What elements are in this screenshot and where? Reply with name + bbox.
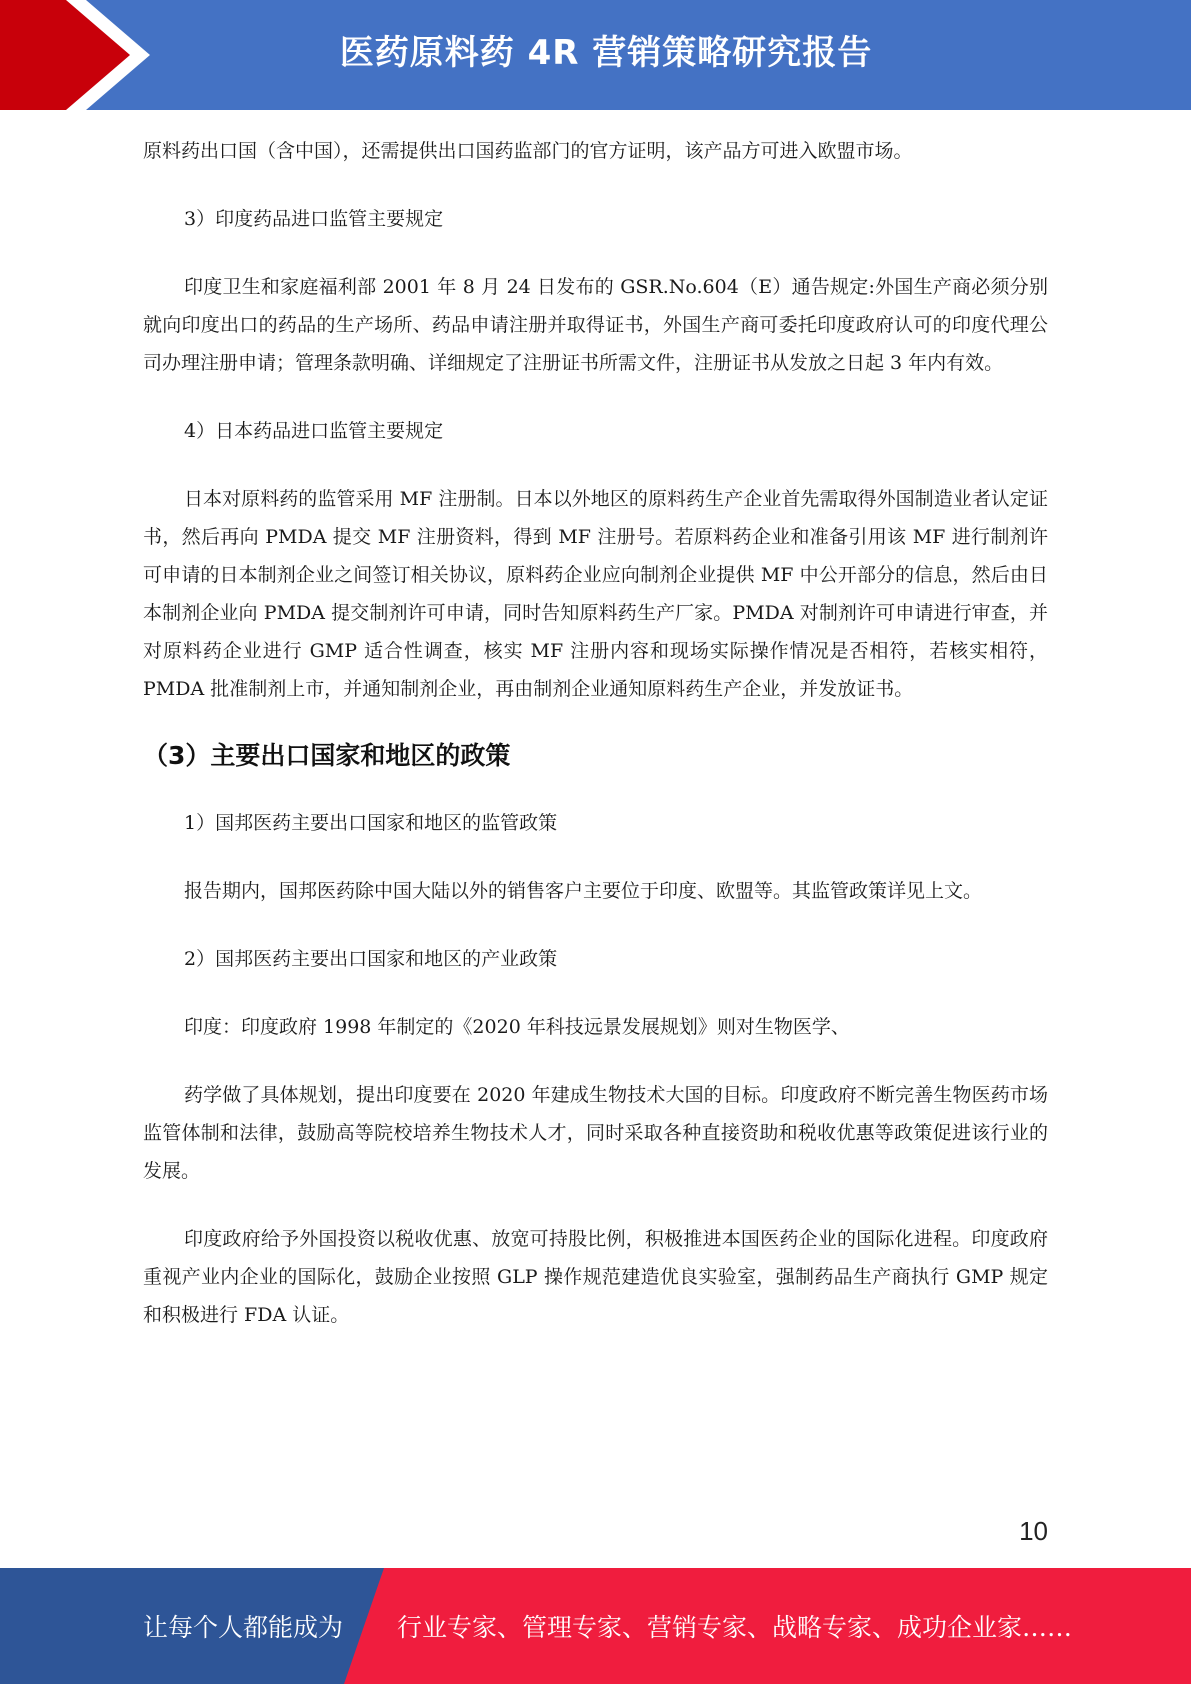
paragraph: 日本对原料药的监管采用 MF 注册制。日本以外地区的原料药生产企业首先需取得外国制造业者认定证书，然后再向 PMDA 提交 MF 注册资料，得到 MF 注册号。若原料药企业和准备引用该 MF 进行制剂许可申请的日本制剂企业之间签订相关协议，原料药企业应向制剂企业提供 MF 中公开部分的信息，然后由日本制剂企业向 PMDA 提交制剂许可申请，同时告知原料药生产厂家。PMDA 对制剂许可申请进行审查，并对原料药企业进行 GMP 适合性调查，核实 MF 注册内容和现场实际操作情况是否相符，若核实相符，PMDA 批准制剂上市，并通知制剂企业，再由制剂企业通知原料药生产企业，并发放证书。	[143, 488, 1048, 700]
paragraph: 原料药出口国（含中国），还需提供出口国药监部门的官方证明，该产品方可进入欧盟市场。	[143, 140, 913, 162]
paragraph: 印度：印度政府 1998 年制定的《2020 年科技远景发展规划》则对生物医学、	[184, 1016, 850, 1038]
page-number: 10	[1019, 1516, 1048, 1546]
chevron-arrow-icon	[0, 0, 160, 110]
report-title: 医药原料药 4R 营销策略研究报告	[339, 33, 873, 73]
list-item-heading: 1）国邦医药主要出口国家和地区的监管政策	[184, 812, 558, 834]
list-item-heading: 2）国邦医药主要出口国家和地区的产业政策	[184, 948, 558, 970]
section-heading: （3）主要出口国家和地区的政策	[143, 741, 511, 770]
paragraph: 印度卫生和家庭福利部 2001 年 8 月 24 日发布的 GSR.No.604（E）通告规定:外国生产商必须分别就向印度出口的药品的生产场所、药品申请注册并取得证书，外国生产商可委托印度政府认可的印度代理公司办理注册申请；管理条款明确、详细规定了注册证书所需文件，注册证书从发放之日起 3 年内有效。	[143, 276, 1048, 374]
list-item-heading: 4）日本药品进口监管主要规定	[184, 420, 444, 442]
paragraph: 印度政府给予外国投资以税收优惠、放宽可持股比例，积极推进本国医药企业的国际化进程。印度政府重视产业内企业的国际化，鼓励企业按照 GLP 操作规范建造优良实验室，强制药品生产商执行 GMP 规定和积极进行 FDA 认证。	[143, 1228, 1048, 1326]
footer-slogan-roles: 行业专家、管理专家、营销专家、战略专家、成功企业家……	[397, 1613, 1073, 1642]
page-footer	[0, 1568, 1191, 1684]
paragraph: 报告期内，国邦医药除中国大陆以外的销售客户主要位于印度、欧盟等。其监管政策详见上文。	[184, 880, 983, 902]
paragraph: 药学做了具体规划，提出印度要在 2020 年建成生物技术大国的目标。印度政府不断完善生物医药市场监管体制和法律，鼓励高等院校培养生物技术人才，同时采取各种直接资助和税收优惠等政策促进该行业的发展。	[143, 1084, 1048, 1182]
main-content	[143, 132, 1048, 1334]
list-item-heading: 3）印度药品进口监管主要规定	[184, 208, 444, 230]
page-header	[0, 0, 1191, 110]
footer-slogan-lead: 让每个人都能成为	[143, 1613, 344, 1642]
